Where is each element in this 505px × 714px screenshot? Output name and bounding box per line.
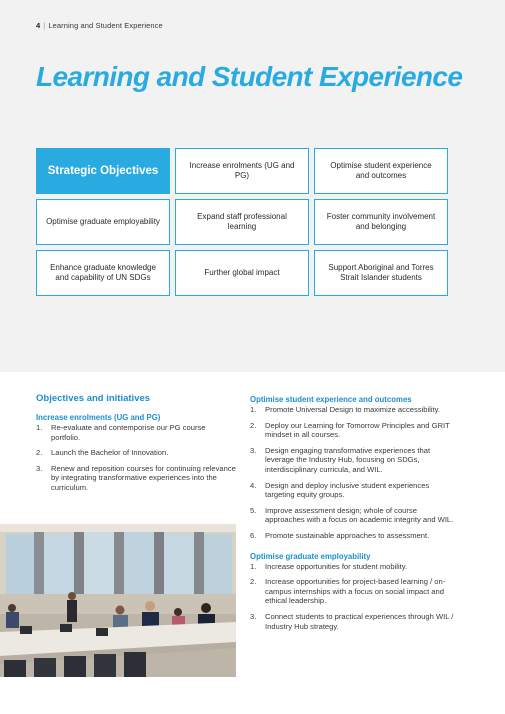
item-number: 3.: [250, 611, 257, 621]
objectives-section-title: Objectives and initiatives: [36, 393, 151, 404]
strategic-objectives-heading: Strategic Objectives: [36, 148, 170, 194]
strategic-objectives-grid: [36, 148, 449, 296]
list-item: [250, 531, 455, 541]
objective-cell: Enhance graduate knowledge and capability of UN SDGs: [36, 250, 170, 296]
list-item: [250, 481, 455, 500]
item-text: Connect students to practical experiences through WIL / Industry Hub strategy.: [265, 611, 454, 631]
list-item: [250, 562, 455, 572]
page-number: 4: [36, 21, 41, 30]
list-item: [250, 421, 455, 440]
item-text: Improve assessment design; whole of course approaches with a focus on academic integrity and WIL.: [265, 505, 454, 525]
item-number: 1.: [250, 405, 257, 414]
item-text: Promote Universal Design to maximize accessibility.: [265, 405, 440, 414]
list-item: [250, 446, 455, 475]
objective-cell: Optimise graduate employability: [36, 199, 170, 245]
item-text: Design and deploy inclusive student experiences targeting equity groups.: [265, 480, 430, 500]
objective-cell: Foster community involvement and belonging: [314, 199, 448, 245]
header-section: Learning and Student Experience: [48, 21, 163, 30]
objective-cell: Increase enrolments (UG and PG): [175, 148, 309, 194]
objective-cell: Support Aboriginal and Torres Strait Islander students: [314, 250, 448, 296]
list-item: [36, 448, 236, 458]
employability-subtitle: Optimise graduate employability: [250, 551, 371, 561]
item-text: Re-evaluate and contemporise our PG course portfolio.: [51, 423, 206, 442]
student-experience-subtitle: Optimise student experience and outcomes: [250, 395, 412, 404]
item-number: 4.: [250, 480, 257, 490]
item-number: 2.: [250, 577, 257, 587]
enrolments-list: [36, 423, 236, 493]
list-item: [250, 577, 455, 606]
item-text: Increase opportunities for student mobility.: [265, 561, 408, 571]
item-number: 2.: [36, 448, 43, 458]
list-item: [36, 423, 236, 442]
list-item: [36, 464, 236, 493]
objective-cell: Expand staff professional learning: [175, 199, 309, 245]
list-item: [250, 405, 455, 415]
item-number: 3.: [250, 445, 257, 455]
objective-cell: Further global impact: [175, 250, 309, 296]
page-title: Learning and Student Experience: [36, 61, 463, 92]
objective-cell: Optimise student experience and outcomes: [314, 148, 448, 194]
item-text: Promote sustainable approaches to assessment.: [265, 530, 430, 540]
enrolments-subtitle: Increase enrolments (UG and PG): [36, 413, 161, 422]
item-number: 1.: [36, 423, 43, 432]
item-text: Design engaging transformative experiences that leverage the Industry Hub, focusing on SDGs, interdisciplinary curricula, and WIL.: [265, 445, 431, 474]
item-number: 6.: [250, 530, 257, 540]
list-item: [250, 506, 455, 525]
item-text: Increase opportunities for project-based learning / on-campus internships with a focus on social impact and ethical leadership.: [265, 577, 446, 606]
running-header: [36, 21, 163, 30]
objectives-left-column: [36, 393, 236, 499]
header-separator: |: [43, 21, 46, 30]
item-text: Deploy our Learning for Tomorrow Principles and GRIT mindset in all courses.: [265, 420, 450, 440]
student-experience-list: [250, 405, 455, 541]
employability-list: [250, 562, 455, 632]
item-number: 1.: [250, 561, 257, 571]
item-text: Renew and reposition courses for continuing relevance by integrating transformative experiences into the curriculum.: [51, 463, 236, 492]
item-number: 2.: [250, 420, 257, 430]
objectives-right-column: [250, 395, 455, 637]
item-number: 5.: [250, 505, 257, 515]
item-text: Launch the Bachelor of Innovation.: [51, 448, 169, 458]
list-item: [250, 612, 455, 631]
item-number: 3.: [36, 463, 43, 473]
classroom-photo: [0, 524, 236, 677]
